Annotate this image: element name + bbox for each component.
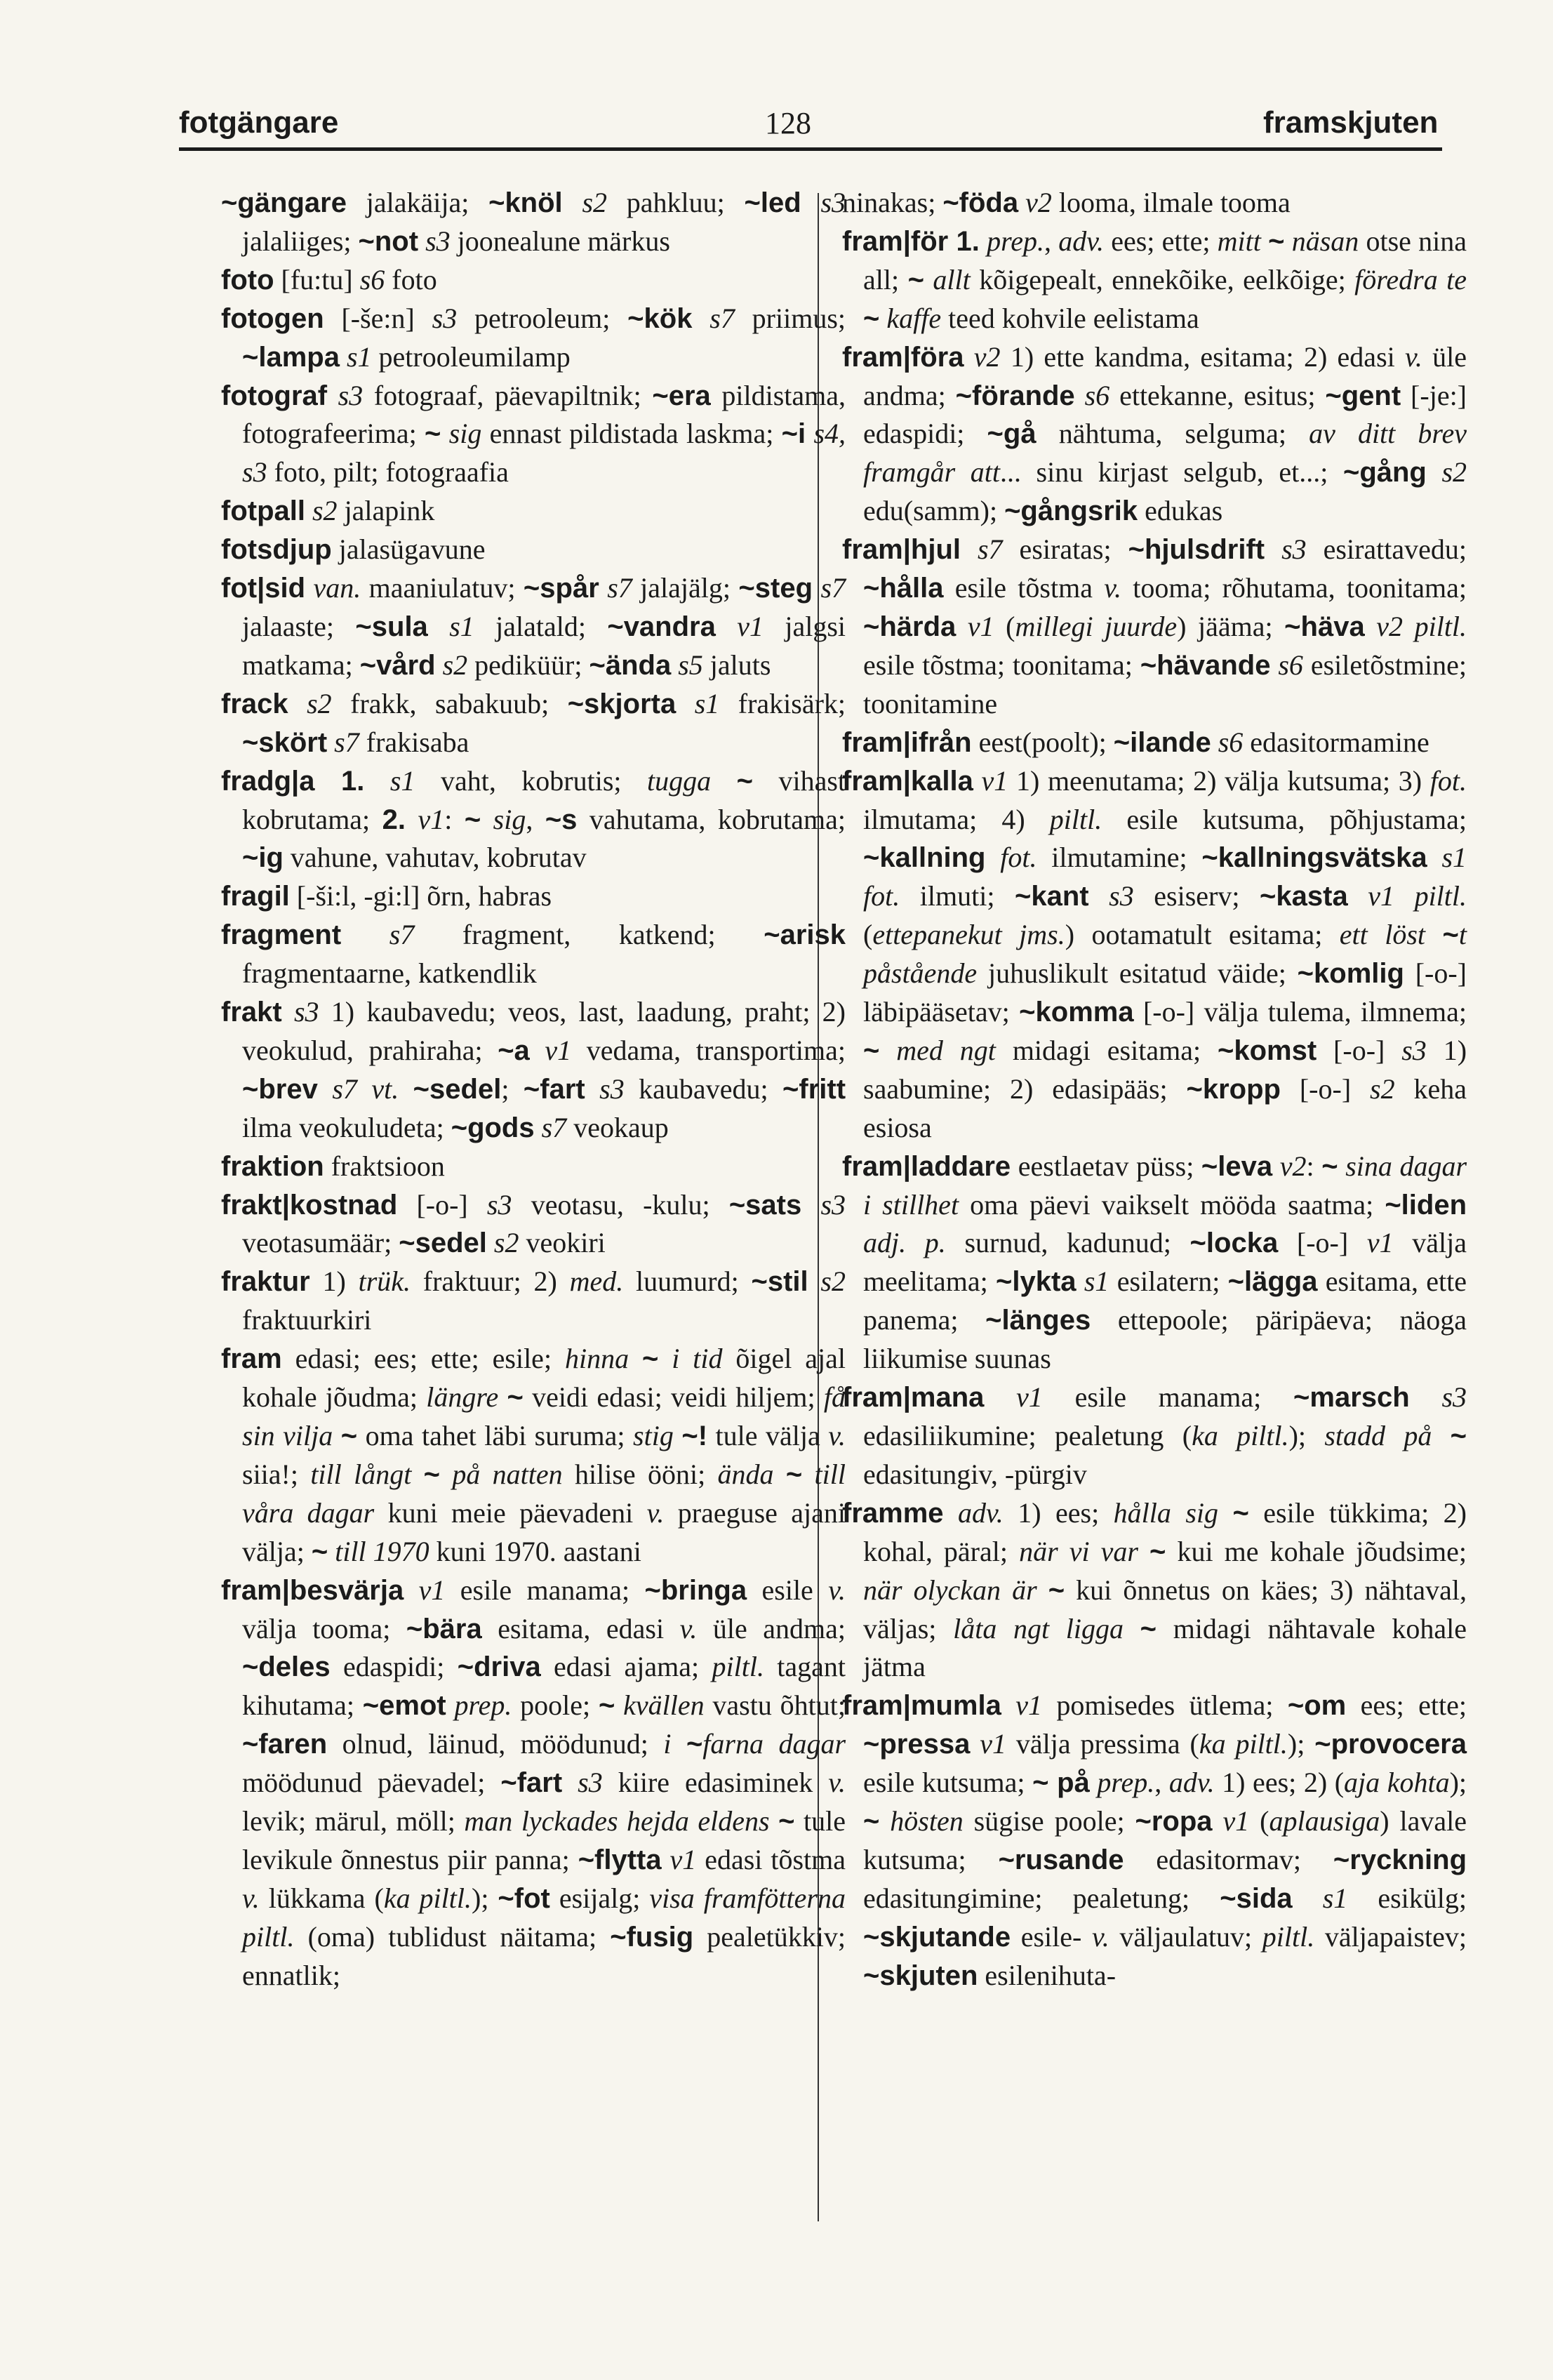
dictionary-entry: fragil [-ši:l, -gi:l] õrn, habras: [221, 880, 552, 912]
dictionary-entry: fragment s7 fragment, katkend; ~arisk fragmentaarne, katkendlik: [221, 919, 846, 990]
dictionary-entry: fram|ifrån eest(poolt); ~ilande s6 edasitormamine: [842, 726, 1429, 758]
dictionary-entry: frakt|kostnad [-o-] s3 veotasu, -kulu; ~sats s3 veotasumäär; ~sedel s2 veokiri: [221, 1188, 846, 1259]
dictionary-entry: fraktion fraktsioon: [221, 1150, 445, 1182]
dictionary-entry: fram|mumla v1 pomisedes ütlema; ~om ees; ette; ~pressa v1 välja pressima (ka piltl.); ~provocera esile kutsuma; ~ på prep., adv. 1) ees; 2) (aja kohta); ~ hösten sügise poole; ~ropa v1 (aplausiga) lavale kutsuma; ~rusande edasitormav; ~ryckning edasitungimine; pealetung; ~sida s1 esikülg; ~skjutande esile- v. väljaulatuv; piltl. väljapaistev; ~skjuten esilenihuta-: [842, 1689, 1467, 1991]
dictionary-entry: fram|hjul s7 esiratas; ~hjulsdrift s3 esirattavedu; ~hålla esile tõstma v. tooma; rõhutama, toonitama; ~härda v1 (millegi juurde) jääma; ~häva v2 piltl. esile tõstma; toonitama; ~hävande s6 esiletõstmine; toonitamine: [842, 533, 1467, 719]
dictionary-entry: fram|kalla v1 1) meenutama; 2) välja kutsuma; 3) fot. ilmutama; 4) piltl. esile kutsuma, põhjustama; ~kallning fot. ilmutamine; ~kallningsvätska s1 fot. ilmuti; ~kant s3 esiserv; ~kasta v1 piltl. (ettepanekut jms.) ootamatult esitama; ett löst ~t påstående juhuslikult esitatud väide; ~komlig [-o-] läbipääsetav; ~komma [-o-] välja tulema, ilmnema; ~ med ngt midagi esitama; ~komst [-o-] s3 1) saabumine; 2) edasipääs; ~kropp [-o-] s2 keha esiosa: [842, 764, 1467, 1143]
dictionary-entry: fotsdjup jalasügavune: [221, 533, 486, 566]
dictionary-entry: fotogen [-še:n] s3 petrooleum; ~kök s7 priimus; ~lampa s1 petrooleumilamp: [221, 302, 846, 373]
right-column: [842, 184, 1467, 1995]
dictionary-entry: fraktur 1) trük. fraktuur; 2) med. luumurd; ~stil s2 fraktuurkiri: [221, 1265, 846, 1336]
dictionary-entry: ~gängare jalakäija; ~knöl s2 pahkluu; ~led s3 jalaliiges; ~not s3 joonealune märkus: [221, 187, 846, 257]
dictionary-entry: frack s2 frakk, sabakuub; ~skjorta s1 frakisärk; ~skört s7 frakisaba: [221, 687, 846, 758]
dictionary-entry: fram|för 1. prep., adv. ees; ette; mitt ~ näsan otse nina all; ~ allt kõigepealt, ennekõike, eelkõige; föredra te ~ kaffe teed kohvile eelistama: [842, 225, 1467, 334]
dictionary-entry: fram|laddare eestlaetav püss; ~leva v2: ~ sina dagar i stillhet oma päevi vaikselt mööda saatma; ~liden adj. p. surnud, kadunud; ~locka [-o-] v1 välja meelitama; ~lykta s1 esilatern; ~lägga esitama, ette panema; ~länges ettepoole; päripäeva; näoga liikumise suunas: [842, 1150, 1467, 1375]
dictionary-entry: fradg|a 1. s1 vaht, kobrutis; tugga ~ vihast kobrutama; 2. v1: ~ sig, ~s vahutama, kobrutama; ~ig vahune, vahutav, kobrutav: [221, 764, 846, 874]
dictionary-entry: fotograf s3 fotograaf, päevapiltnik; ~era pildistama, fotografeerima; ~ sig ennast pildistada laskma; ~i s4, s3 foto, pilt; fotograafia: [221, 379, 846, 488]
guide-word-right: framskjuten: [1263, 105, 1439, 140]
guide-word-left: fotgängare: [179, 105, 339, 140]
dictionary-entry: fotpall s2 jalapink: [221, 495, 435, 527]
dictionary-entry: fram edasi; ees; ette; esile; hinna ~ i tid õigel ajal kohale jõudma; längre ~ veidi edasi; veidi hiljem; få sin vilja ~ oma tahet läbi suruma; stig ~! tule välja v. siia!; till långt ~ på natten hilise ööni; ända ~ till våra dagar kuni meie päevadeni v. praeguse ajani välja; ~ till 1970 kuni 1970. aastani: [221, 1343, 846, 1567]
dictionary-entry: framme adv. 1) ees; hålla sig ~ esile tükkima; 2) kohal, päral; när vi var ~ kui me kohale jõudsime; när olyckan är ~ kui õnnetus on käes; 3) nähtaval, väljas; låta ngt ligga ~ midagi nähtavale kohale jätma: [842, 1496, 1467, 1683]
dictionary-entry: fram|mana v1 esile manama; ~marsch s3 edasiliikumine; pealetung (ka piltl.); stadd på ~ edasitungiv, -pürgiv: [842, 1381, 1467, 1490]
dictionary-entry: fram|föra v2 1) ette kandma, esitama; 2) edasi v. üle andma; ~förande s6 ettekanne, esitus; ~gent [-je:] edaspidi; ~gå nähtuma, selguma; av ditt brev framgår att... sinu kirjast selgub, et...; ~gång s2 edu(samm); ~gångsrik edukas: [842, 340, 1467, 527]
dictionary-entry: fot|sid van. maaniulatuv; ~spår s7 jalajälg; ~steg s7 jalaaste; ~sula s1 jalatald; ~vandra v1 jalgsi matkama; ~vård s2 pediküür; ~ända s5 jaluts: [221, 572, 846, 681]
dictionary-entry: ninakas; ~föda v2 looma, ilmale tooma: [842, 187, 1291, 218]
dictionary-entry: foto [fu:tu] s6 foto: [221, 263, 437, 295]
header-rule: [179, 147, 1442, 151]
dictionary-entry: fram|besvärja v1 esile manama; ~bringa esile v. välja tooma; ~bära esitama, edasi v. üle andma; ~deles edaspidi; ~driva edasi ajama; piltl. tagant kihutama; ~emot prep. poole; ~ kvällen vastu õhtut; ~faren olnud, läinud, möödunud; i ~farna dagar möödunud päevadel; ~fart s3 kiire edasiminek v. levik; märul, möll; man lyckades hejda eldens ~ tule levikule õnnestus piir panna; ~flytta v1 edasi tõstma v. lükkama (ka piltl.); ~fot esijalg; visa framfötterna piltl. (oma) tublidust näitama; ~fusig pealetükkiv; ennatlik;: [221, 1574, 846, 1991]
left-column: [221, 184, 846, 1995]
page-number: 128: [765, 106, 811, 140]
dictionary-entry: frakt s3 1) kaubavedu; veos, last, laadung, praht; 2) veokulud, prahiraha; ~a v1 vedama, transportima; ~brev s7 vt. ~sedel; ~fart s3 kaubavedu; ~fritt ilma veokuludeta; ~gods s7 veokaup: [221, 996, 846, 1143]
